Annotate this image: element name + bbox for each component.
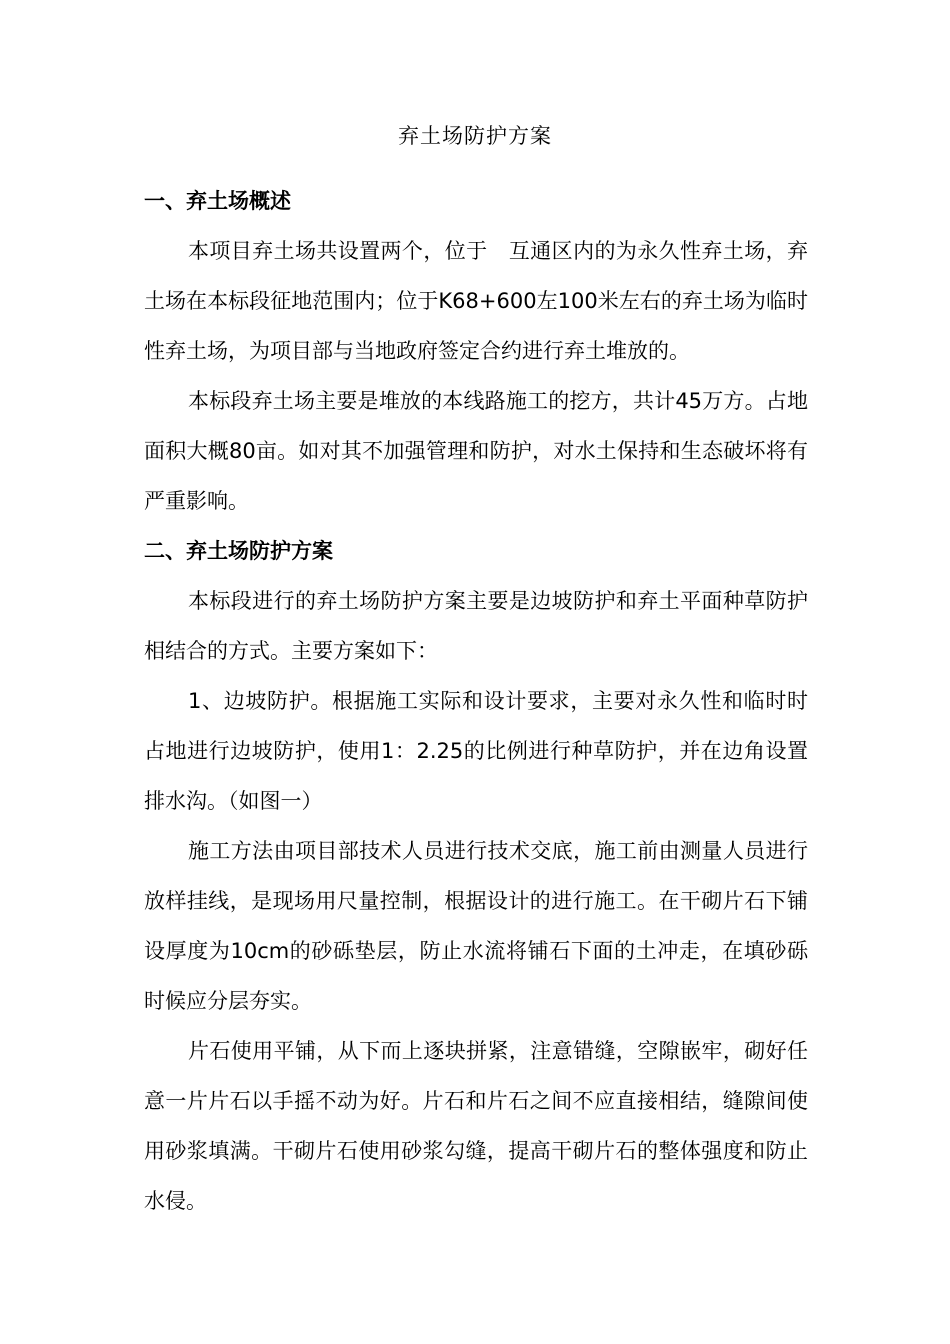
section-overview bbox=[144, 176, 808, 526]
paragraph: 片石使用平铺，从下而上逐块拼紧，注意错缝，空隙嵌牢，砌好任意一片片石以手摇不动为好。片石和片石之间不应直接相结，缝隙间使用砂浆填满。干砌片石使用砂浆勾缝，提高干砌片石的整体强度和防止水侵。 bbox=[144, 1039, 808, 1213]
document-title: 弃土场防护方案 bbox=[398, 124, 552, 148]
section-protection-plan bbox=[144, 526, 808, 1226]
paragraph: 施工方法由项目部技术人员进行技术交底，施工前由测量人员进行放样挂线，是现场用尺量控制，根据设计的进行施工。在干砌片石下铺设厚度为10cm的砂砾垫层，防止水流将铺石下面的土冲走，在填砂砾时候应分层夯实。 bbox=[144, 839, 808, 1013]
section-heading: 一、弃土场概述 bbox=[144, 189, 291, 213]
paragraph: 本标段弃土场主要是堆放的本线路施工的挖方，共计45万方。占地面积大概80亩。如对其不加强管理和防护，对水土保持和生态破坏将有严重影响。 bbox=[144, 389, 808, 513]
paragraph: 本标段进行的弃土场防护方案主要是边坡防护和弃土平面种草防护相结合的方式。主要方案如下： bbox=[144, 589, 808, 663]
paragraph: 本项目弃土场共设置两个，位于 互通区内的为永久性弃土场，弃土场在本标段征地范围内；位于K68+600左100米左右的弃土场为临时性弃土场，为项目部与当地政府签定合约进行弃土堆放的。 bbox=[144, 239, 808, 363]
paragraph: 1、边坡防护。根据施工实际和设计要求，主要对永久性和临时时占地进行边坡防护，使用1：2.25的比例进行种草防护，并在边角设置排水沟。（如图一） bbox=[144, 689, 808, 813]
section-heading: 二、弃土场防护方案 bbox=[144, 539, 333, 563]
document-body bbox=[144, 176, 808, 1226]
